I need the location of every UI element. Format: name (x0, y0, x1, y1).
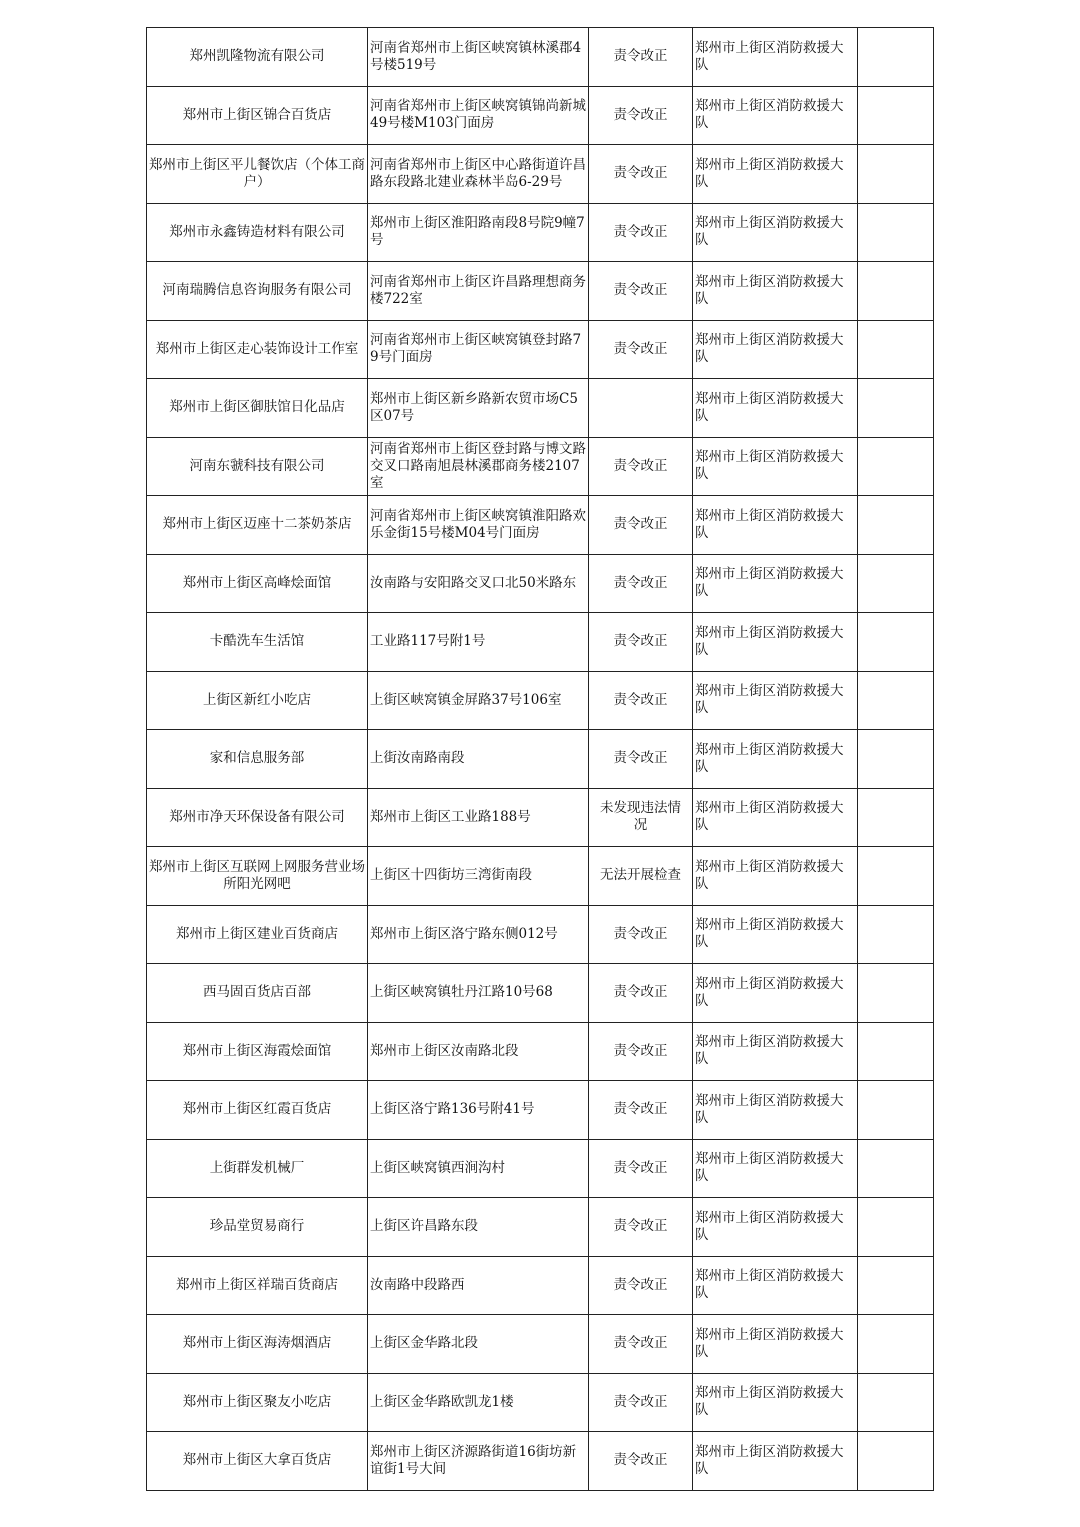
table-row (147, 28, 934, 87)
result-cell: 责令改正 (589, 1139, 693, 1198)
address-cell: 河南省郑州市上街区峡窝镇林溪郡4号楼519号 (368, 28, 589, 87)
note-cell (858, 86, 934, 145)
note-cell (858, 554, 934, 613)
table-row (147, 613, 934, 672)
table-row (147, 1315, 934, 1374)
address-cell: 上街区金华路北段 (368, 1315, 589, 1374)
note-cell (858, 496, 934, 555)
responsible-unit-cell: 郑州市上街区消防救援大队 (693, 847, 858, 906)
unit-name-cell: 河南东虢科技有限公司 (147, 437, 368, 496)
note-cell (858, 320, 934, 379)
responsible-unit-cell: 郑州市上街区消防救援大队 (693, 730, 858, 789)
table-row (147, 496, 934, 555)
unit-name-cell: 上街区新红小吃店 (147, 671, 368, 730)
inspection-records-table (146, 27, 934, 1491)
result-cell: 责令改正 (589, 86, 693, 145)
address-cell: 郑州市上街区济源路街道16街坊新谊街1号大间 (368, 1432, 589, 1491)
table-row (147, 203, 934, 262)
result-cell: 责令改正 (589, 203, 693, 262)
result-cell: 责令改正 (589, 1315, 693, 1374)
responsible-unit-cell: 郑州市上街区消防救援大队 (693, 86, 858, 145)
address-cell: 河南省郑州市上街区登封路与博文路交叉口路南旭晨林溪郡商务楼2107室 (368, 437, 589, 496)
unit-name-cell: 郑州市上街区高峰烩面馆 (147, 554, 368, 613)
note-cell (858, 905, 934, 964)
address-cell: 上街区十四街坊三湾街南段 (368, 847, 589, 906)
note-cell (858, 1315, 934, 1374)
address-cell: 河南省郑州市上街区中心路街道许昌路东段路北建业森林半岛6-29号 (368, 145, 589, 204)
address-cell: 上街区峡窝镇金屏路37号106室 (368, 671, 589, 730)
note-cell (858, 1432, 934, 1491)
result-cell: 责令改正 (589, 1198, 693, 1257)
address-cell: 郑州市上街区淮阳路南段8号院9幢7号 (368, 203, 589, 262)
result-cell: 责令改正 (589, 730, 693, 789)
responsible-unit-cell: 郑州市上街区消防救援大队 (693, 28, 858, 87)
unit-name-cell: 郑州市上街区大拿百货店 (147, 1432, 368, 1491)
result-cell: 责令改正 (589, 1081, 693, 1140)
note-cell (858, 1198, 934, 1257)
result-cell: 责令改正 (589, 964, 693, 1023)
responsible-unit-cell: 郑州市上街区消防救援大队 (693, 554, 858, 613)
unit-name-cell: 郑州市上街区互联网上网服务营业场所阳光网吧 (147, 847, 368, 906)
address-cell: 上街区许昌路东段 (368, 1198, 589, 1257)
result-cell: 责令改正 (589, 145, 693, 204)
unit-name-cell: 郑州市上街区走心装饰设计工作室 (147, 320, 368, 379)
table-row (147, 964, 934, 1023)
note-cell (858, 847, 934, 906)
result-cell: 责令改正 (589, 671, 693, 730)
note-cell (858, 1373, 934, 1432)
note-cell (858, 437, 934, 496)
note-cell (858, 1081, 934, 1140)
responsible-unit-cell: 郑州市上街区消防救援大队 (693, 964, 858, 1023)
result-cell: 责令改正 (589, 28, 693, 87)
table-row (147, 1081, 934, 1140)
note-cell (858, 613, 934, 672)
note-cell (858, 1022, 934, 1081)
table-row (147, 145, 934, 204)
responsible-unit-cell: 郑州市上街区消防救援大队 (693, 1139, 858, 1198)
unit-name-cell: 郑州凯隆物流有限公司 (147, 28, 368, 87)
unit-name-cell: 西马固百货店百部 (147, 964, 368, 1023)
result-cell: 责令改正 (589, 1022, 693, 1081)
result-cell: 责令改正 (589, 1432, 693, 1491)
address-cell: 郑州市上街区新乡路新农贸市场C5区07号 (368, 379, 589, 438)
unit-name-cell: 卡酷洗车生活馆 (147, 613, 368, 672)
unit-name-cell: 郑州市上街区御肤馆日化品店 (147, 379, 368, 438)
result-cell (589, 379, 693, 438)
responsible-unit-cell: 郑州市上街区消防救援大队 (693, 1315, 858, 1374)
note-cell (858, 1256, 934, 1315)
responsible-unit-cell: 郑州市上街区消防救援大队 (693, 1432, 858, 1491)
responsible-unit-cell: 郑州市上街区消防救援大队 (693, 262, 858, 321)
table-row (147, 1432, 934, 1491)
address-cell: 郑州市上街区工业路188号 (368, 788, 589, 847)
table-row (147, 262, 934, 321)
result-cell: 责令改正 (589, 905, 693, 964)
responsible-unit-cell: 郑州市上街区消防救援大队 (693, 145, 858, 204)
address-cell: 汝南路与安阳路交叉口北50米路东 (368, 554, 589, 613)
note-cell (858, 1139, 934, 1198)
note-cell (858, 262, 934, 321)
responsible-unit-cell: 郑州市上街区消防救援大队 (693, 1198, 858, 1257)
responsible-unit-cell: 郑州市上街区消防救援大队 (693, 1256, 858, 1315)
table-row (147, 1139, 934, 1198)
responsible-unit-cell: 郑州市上街区消防救援大队 (693, 379, 858, 438)
table-row (147, 905, 934, 964)
unit-name-cell: 郑州市净天环保设备有限公司 (147, 788, 368, 847)
table-body (147, 28, 934, 1491)
table-row (147, 730, 934, 789)
address-cell: 郑州市上街区洛宁路东侧012号 (368, 905, 589, 964)
result-cell: 无法开展检查 (589, 847, 693, 906)
table-row (147, 1373, 934, 1432)
note-cell (858, 964, 934, 1023)
responsible-unit-cell: 郑州市上街区消防救援大队 (693, 788, 858, 847)
table-row (147, 671, 934, 730)
address-cell: 上街区峡窝镇西涧沟村 (368, 1139, 589, 1198)
note-cell (858, 788, 934, 847)
note-cell (858, 28, 934, 87)
table-row (147, 320, 934, 379)
note-cell (858, 379, 934, 438)
responsible-unit-cell: 郑州市上街区消防救援大队 (693, 905, 858, 964)
unit-name-cell: 郑州市上街区海霞烩面馆 (147, 1022, 368, 1081)
unit-name-cell: 郑州市上街区聚友小吃店 (147, 1373, 368, 1432)
address-cell: 河南省郑州市上街区峡窝镇登封路79号门面房 (368, 320, 589, 379)
unit-name-cell: 珍品堂贸易商行 (147, 1198, 368, 1257)
result-cell: 责令改正 (589, 1256, 693, 1315)
note-cell (858, 730, 934, 789)
responsible-unit-cell: 郑州市上街区消防救援大队 (693, 203, 858, 262)
address-cell: 工业路117号附1号 (368, 613, 589, 672)
responsible-unit-cell: 郑州市上街区消防救援大队 (693, 1022, 858, 1081)
unit-name-cell: 郑州市上街区海涛烟酒店 (147, 1315, 368, 1374)
table-row (147, 1256, 934, 1315)
unit-name-cell: 郑州市永鑫铸造材料有限公司 (147, 203, 368, 262)
responsible-unit-cell: 郑州市上街区消防救援大队 (693, 320, 858, 379)
responsible-unit-cell: 郑州市上街区消防救援大队 (693, 613, 858, 672)
address-cell: 上街区峡窝镇牡丹江路10号68 (368, 964, 589, 1023)
unit-name-cell: 郑州市上街区迈座十二茶奶茶店 (147, 496, 368, 555)
table-row (147, 554, 934, 613)
unit-name-cell: 上街群发机械厂 (147, 1139, 368, 1198)
address-cell: 上街区洛宁路136号附41号 (368, 1081, 589, 1140)
table-row (147, 847, 934, 906)
responsible-unit-cell: 郑州市上街区消防救援大队 (693, 671, 858, 730)
table-row (147, 1198, 934, 1257)
unit-name-cell: 郑州市上街区锦合百货店 (147, 86, 368, 145)
table-row (147, 437, 934, 496)
address-cell: 汝南路中段路西 (368, 1256, 589, 1315)
result-cell: 责令改正 (589, 613, 693, 672)
unit-name-cell: 郑州市上街区平儿餐饮店（个体工商户） (147, 145, 368, 204)
result-cell: 责令改正 (589, 262, 693, 321)
responsible-unit-cell: 郑州市上街区消防救援大队 (693, 437, 858, 496)
result-cell: 责令改正 (589, 496, 693, 555)
note-cell (858, 203, 934, 262)
address-cell: 上街区金华路欧凯龙1楼 (368, 1373, 589, 1432)
address-cell: 河南省郑州市上街区许昌路理想商务楼722室 (368, 262, 589, 321)
result-cell: 责令改正 (589, 437, 693, 496)
table-row (147, 788, 934, 847)
address-cell: 上街汝南路南段 (368, 730, 589, 789)
address-cell: 郑州市上街区汝南路北段 (368, 1022, 589, 1081)
table-row (147, 86, 934, 145)
address-cell: 河南省郑州市上街区峡窝镇淮阳路欢乐金街15号楼M04号门面房 (368, 496, 589, 555)
result-cell: 责令改正 (589, 554, 693, 613)
table-row (147, 1022, 934, 1081)
unit-name-cell: 郑州市上街区祥瑞百货商店 (147, 1256, 368, 1315)
result-cell: 责令改正 (589, 1373, 693, 1432)
result-cell: 责令改正 (589, 320, 693, 379)
note-cell (858, 145, 934, 204)
unit-name-cell: 河南瑞腾信息咨询服务有限公司 (147, 262, 368, 321)
table-row (147, 379, 934, 438)
unit-name-cell: 家和信息服务部 (147, 730, 368, 789)
unit-name-cell: 郑州市上街区建业百货商店 (147, 905, 368, 964)
note-cell (858, 671, 934, 730)
responsible-unit-cell: 郑州市上街区消防救援大队 (693, 496, 858, 555)
result-cell: 未发现违法情况 (589, 788, 693, 847)
address-cell: 河南省郑州市上街区峡窝镇锦尚新城49号楼M103门面房 (368, 86, 589, 145)
responsible-unit-cell: 郑州市上街区消防救援大队 (693, 1373, 858, 1432)
responsible-unit-cell: 郑州市上街区消防救援大队 (693, 1081, 858, 1140)
unit-name-cell: 郑州市上街区红霞百货店 (147, 1081, 368, 1140)
